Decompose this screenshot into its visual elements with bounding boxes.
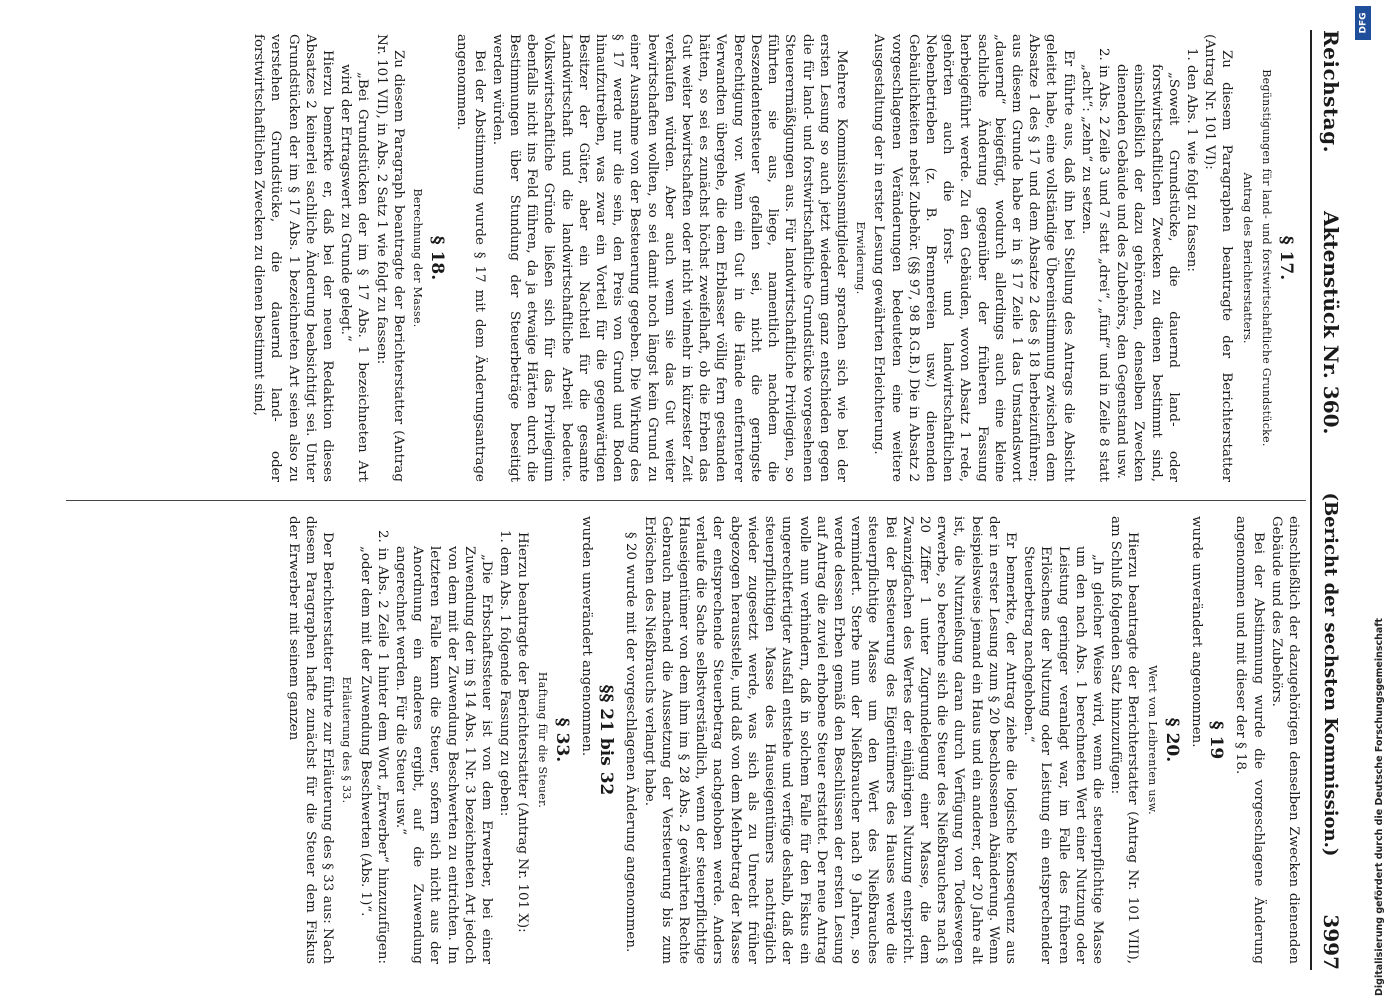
dfg-label: DFG [1358,12,1369,34]
section-subheading: Berechnung der Masse. [411,188,425,328]
paragraph: Er bemerkte, der Antrag ziehe die logische Konsequenz aus der in erster Lesung zum § 20 beschlossenen Abänderung. Wenn beispielsweise jemand ein Haus und ein anderer, der 20 Jahre alt ist, die Nutznießung daran durch Verfügung von Todeswegen erwerbe, so berechne sich die Steuer des Nießbrauchers nach § 20 Ziffer 1 unter Zugrundelegung einer Masse, die dem Zwanzigfachen des Wertes der einjährigen Nutzung entspricht. Bei der Besteuerung des Eigentümers des Hauses werde die steuerpflichtige Masse um den Wert des Nießbrauches vermindert. Sterbe nun der Nießbraucher nach 9 Jahren, so werde dessen Erben gemäß den Beschlüssen der ersten Lesung auf Antrag die zuviel erhobene Steuer erstattet. Der neue Antrag wolle nun verhindern, daß in solchem Falle für den Fiskus ein ungerechtfertigter Ausfall entstehe und verfüge deshalb, daß der steuerpflichtigen Masse des Hauseigentümers nachträglich wieder zugesetzt werde, was sich als zu Unrecht früher abgezogen herausstelle, und daß von dem Mehrbetrag der Masse der entsprechende Steuerbetrag nachgehoben werde. Anders verlaufe die Sache selbstverständlich, wenn der steuerpflichtige Hauseigentümer von dem ihm im § 28 Abs. 2 gewährten Rechte Gebrauch machend die Aussetzung der Versteuerung bis zum Erlöschen des Nießbrauchs verlangt habe. [641,516,1018,964]
header-right: (Bericht der sechsten Kommission.) [1320,492,1342,857]
paragraph: Zu diesem Paragraph beantragte der Berichterstatter (Antrag Nr. 101 VII), in Abs. 2 Satz 1 wie folgt zu fassen: [373,34,406,482]
side-note-strip [1350,6,1385,996]
paragraph: „Die Erbschaftssteuer ist von dem Erwerber, bei einer Zuwendung der im § 14 Abs. 1 Nr. 3 bezeichneten Art jedoch von dem mit der Zuwendung Beschwerten zu entrichten. Im letzteren Falle kann die Steuer, sofern sich nicht aus der Anordnung ein anderes ergibt, auf die Zuwendung angerechnet werden. Für die Steuer usw.“ [393,546,495,964]
section-subheading: Begünstigungen für land- und forstwirtschaftliche Grundstücke. [1259,69,1273,447]
paragraph: Bei der Abstimmung wurde die vorgeschlagene Änderung angenommen und mit dieser der § 18. [1233,516,1266,964]
paragraph: „Soweit Grundstücke, die dauernd land- oder forstwirtschaftlichen Zwecken zu dienen bestimmt sind, einschließlich der dazu gehörenden, denselben Zwecken dienenden Gebäude und des Zubehörs, den Gegenstand usw. [1114,64,1181,482]
document-page [50,30,1350,970]
column-divider [66,500,1306,501]
paragraph: wurde unverändert angenommen. [1188,516,1204,748]
section-subheading: Haftung für die Steuer. [535,671,549,809]
section-heading: § 33. [551,717,572,763]
paragraph: 2. in Abs. 2 Zeile 1 hinter dem Wort „Erwerber“ hinzuzufügen: „oder dem mit der Zuwendung Beschwerten (Abs. 1)“. [357,530,390,964]
paragraph: Er führte aus, daß ihn bei Stellung des Antrags die Absicht geleitet habe, eine vollständige Übereinstimmung zwischen dem Absatze 1 des § 17 und dem Absatze 2 des § 18 herbeizuführen; aus diesem Grunde habe er in § 17 Zeile 1 das Umstandswort „dauernd“ beigefügt, wodurch allerdings auch eine kleine sachliche Änderung gegenüber der früheren Fassung herbeigeführt werde. Zu den Gebäuden, wovon Absatz 1 rede, gehörten auch die forst- und landwirtschaftlichen Nebenbetrieben (z. B. Brennereien usw.) dienenden Gebäulichkeiten nebst Zubehör. (§§ 97, 98 B.G.B.) Die in Absatz 2 vorgeschlagenen Veränderungen bedeuteten eine weitere Ausgestaltung der in erster Lesung gewährten Erleichterung. [871,34,1076,482]
paragraph: 2. in Abs. 2 Zeile 3 und 7 statt „drei“, „fünf“ und in Zeile 8 statt „acht“: „zehn“ zu setzen. [1078,48,1111,482]
left-column [249,34,1302,482]
paragraph: Zu diesem Paragraphen beantragte der Berichterstatter (Antrag Nr. 101 VI): [1202,34,1235,482]
section-subheading: Wert von Leibrenten usw. [1145,665,1159,815]
page-number: 3997 [1319,914,1343,970]
paragraph: Hierzu beantragte der Berichterstatter (Antrag Nr. 101 X): [515,532,531,933]
paragraph: § 20 wurde mit der vorgeschlagenen Änderung angenommen. [623,532,639,953]
section-heading: §§ 21 bis 32 [596,684,617,796]
header-left: Reichstag. [1319,30,1343,154]
paragraph: einschließlich der dazugehörigen denselben Zwecken dienenden Gebäude und des Zubehörs. [1268,516,1301,964]
section-heading: § 19 [1206,720,1227,760]
side-note: Digitalisierung gefördert durch die Deutsche Forschungsgemeinschaft [1374,618,1385,996]
paragraph: wurden unverändert angenommen. [579,516,595,757]
section-heading: § 20. [1161,717,1182,763]
section-subheading: Erwiderung. [854,221,868,295]
section-subheading: Antrag des Berichterstatters. [1240,172,1255,344]
section-heading: § 18. [427,235,448,281]
right-column [284,516,1302,964]
paragraph: 1. den Abs. 1 wie folgt zu fassen: [1183,48,1199,272]
page-header [1310,30,1350,970]
paragraph: 1. dem Abs. 1 folgende Fassung zu geben: [497,530,513,817]
paragraph: „Bei Grundstücken der im § 17 Abs. 1 bezeichneten Art wird der Ertragswert zu Grunde gelegt.“ [338,64,371,482]
paragraph: „In gleicher Weise wird, wenn die steuerpflichtige Masse um den nach Abs. 1 berechneten Wert einer Nutzung oder Leistung geringer veranlagt war, im Falle des früheren Erlöschens der Nutzung oder Leistung ein entsprechender Steuerbetrag nachgehoben.“ [1021,546,1105,964]
section-heading: § 17. [1276,235,1296,281]
paragraph: Bei der Abstimmung wurde § 17 mit dem Änderungsantrage angenommen. [454,34,487,482]
header-center: Aktenstück Nr. 360. [1319,210,1343,435]
paragraph: Hierzu bemerkte er, daß bei der neuen Redaktion dieses Absatzes 2 keinerlei sachliche Änderung beabsichtigt sei. Unter Grundstücken der im § 17 Abs. 1 bezeichneten Art seien also zu verstehen Grundstücke, die dauernd land- oder forstwirtschaftlichen Zwecken zu dienen bestimmt sind, [251,34,336,482]
paragraph: Mehrere Kommissionsmitglieder sprachen sich wie bei der ersten Lesung so auch jetzt wiederum ganz entschieden gegen die für land- und forstwirtschaftliche Grundstücke vorgesehenen Steuerermäßigungen aus. Für landwirtschaftliche Privilegien, so führten sie aus, liege, namentlich nachdem die Deszendentensteuer gefallen sei, nicht die geringste Berechtigung vor. Wenn ein Gut in die Hände entfernterer Verwandten übergehe, die dem Erblasser völlig fern gestanden hätten, so sei es zunächst höchst zweifelhaft, ob die Erben das Gut weiter bewirtschaften oder nicht vielmehr in kürzester Zeit verkaufen würden. Aber auch wenn sie das Gut weiter bewirtschaften wollten, so sei damit noch längst kein Grund zu einer Ausnahme von der Besteuerung gegeben. Die Wirkung des § 17 werde nur die sein, den Preis von Grund und Boden hinaufzutreiben, was zwar ein Vorteil für die gegenwärtigen Besitzer der Güter, aber ein Nachteil für die gesamte Landwirtschaft und die landwirtschaftliche Arbeit bedeute. Volkswirtschaftliche Gründe ließen sich für das Privilegium ebenfalls nicht ins Feld führen, da ja etwaige Härten durch die Bestimmungen über Stundung der Steuerbeträge beseitigt werden würden. [489,34,849,482]
section-subheading: Erläuterung des § 33. [340,676,354,804]
paragraph: Der Berichterstatter führte zur Erläuterung des § 33 aus: Nach diesem Paragraphen hafte zunächst für die Steuer dem Fiskus der Erwerber mit seinem ganzen [285,516,336,964]
paragraph: Hierzu beantragte der Berichterstatter (Antrag Nr. 101 VIII), am Schluß folgenden Satz hinzuzufügen: [1108,516,1141,964]
